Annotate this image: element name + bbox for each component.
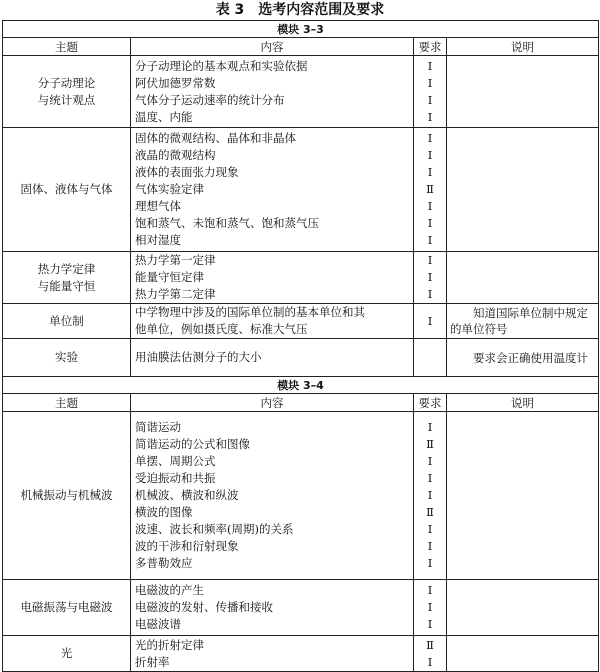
topic-cell: 热力学定律 与能量守恒 (3, 252, 131, 304)
requirement-level: Ⅰ (427, 199, 433, 213)
content-cell (131, 56, 414, 128)
requirement-cell (414, 339, 447, 377)
requirement-level: Ⅱ (426, 637, 434, 652)
header-row (3, 38, 599, 56)
content-item: 单摆、周期公式 (135, 454, 216, 468)
module-label: 模块 3–4 (3, 377, 599, 394)
requirement-level: Ⅰ (427, 109, 433, 124)
header-topic: 主题 (3, 38, 131, 56)
requirement-level: Ⅰ (427, 454, 433, 468)
note-text: 知道国际单位制中规定的单位符号 (450, 306, 588, 336)
content-item: 波的干涉和衍射现象 (135, 539, 239, 553)
requirement-level: Ⅰ (427, 287, 433, 301)
content-item: 饱和蒸气、未饱和蒸气、饱和蒸气压 (135, 216, 319, 230)
requirement-cell (414, 636, 447, 672)
table-row (3, 304, 599, 339)
requirement-level: Ⅰ (427, 165, 433, 179)
topic-cell: 实验 (3, 339, 131, 377)
table-row (3, 412, 599, 580)
requirement-level: Ⅰ (427, 420, 433, 434)
note-cell (447, 128, 599, 252)
header-note: 说明 (447, 394, 599, 412)
content-cell (131, 252, 414, 304)
content-cell (131, 580, 414, 636)
content-cell (131, 339, 414, 377)
content-item: 电磁波的产生 (135, 583, 204, 597)
content-item: 分子动理论的基本观点和实验依据 (135, 58, 308, 73)
content-item: 折射率 (135, 654, 170, 669)
content-item: 理想气体 (135, 199, 181, 213)
content-item: 液晶的微观结构 (135, 148, 216, 162)
topic-cell: 分子动理论 与统计观点 (3, 56, 131, 128)
requirement-level: Ⅱ (426, 182, 434, 196)
note-cell (447, 339, 599, 377)
content-item: 固体的微观结构、晶体和非晶体 (135, 131, 296, 145)
requirement-level: Ⅰ (427, 75, 433, 90)
content-item: 气体分子运动速率的统计分布 (135, 92, 285, 107)
content-item: 电磁波谱 (135, 617, 181, 631)
requirement-level: Ⅰ (427, 488, 433, 502)
content-item: 简谐运动 (135, 420, 181, 434)
content-item: 受迫振动和共振 (135, 471, 216, 485)
table-row (3, 339, 599, 377)
requirement-level: Ⅰ (427, 58, 433, 73)
content-item: 用油膜法估测分子的大小 (135, 350, 262, 364)
note-cell (447, 56, 599, 128)
table-row (3, 252, 599, 304)
content-item: 温度、内能 (135, 109, 193, 124)
requirement-level: Ⅱ (426, 505, 434, 519)
requirement-level: Ⅰ (427, 92, 433, 107)
header-note: 说明 (447, 38, 599, 56)
requirement-level: Ⅰ (427, 654, 433, 669)
content-cell (131, 128, 414, 252)
requirement-level: Ⅰ (427, 600, 433, 614)
content-item: 中学物理中涉及的国际单位制的基本单位和其 (135, 305, 365, 319)
requirement-level: Ⅰ (427, 148, 433, 162)
syllabus-table (2, 20, 599, 672)
requirement-level (414, 349, 446, 366)
header-row (3, 394, 599, 412)
content-cell (131, 304, 414, 339)
header-content: 内容 (131, 38, 414, 56)
note-cell (447, 636, 599, 672)
requirement-level: Ⅰ (427, 233, 433, 247)
requirement-level: Ⅰ (427, 522, 433, 536)
topic-cell: 固体、液体与气体 (3, 128, 131, 252)
requirement-level: Ⅰ (427, 556, 433, 570)
requirement-cell (414, 412, 447, 580)
content-item: 多普勒效应 (135, 556, 193, 570)
note-text: 要求会正确使用温度计 (473, 350, 588, 365)
requirement-level: Ⅰ (427, 216, 433, 230)
module-row (3, 21, 599, 38)
requirement-level: Ⅰ (427, 253, 433, 267)
content-item: 简谐运动的公式和图像 (135, 437, 250, 451)
topic-cell: 电磁振荡与电磁波 (3, 580, 131, 636)
content-item: 横波的图像 (135, 505, 193, 519)
note-cell (447, 252, 599, 304)
content-cell (131, 412, 414, 580)
content-item: 液体的表面张力现象 (135, 165, 239, 179)
table-row (3, 636, 599, 672)
requirement-level: Ⅱ (426, 437, 434, 451)
topic-cell: 光 (3, 636, 131, 672)
requirement-level: Ⅰ (427, 313, 433, 328)
requirement-cell (414, 304, 447, 339)
requirement-level: Ⅰ (427, 617, 433, 631)
module-label: 模块 3–3 (3, 21, 599, 38)
content-item: 他单位，例如摄氏度、标准大气压 (135, 322, 308, 336)
requirement-cell (414, 56, 447, 128)
requirement-level: Ⅰ (427, 583, 433, 597)
topic-cell: 机械振动与机械波 (3, 412, 131, 580)
requirement-level: Ⅰ (427, 471, 433, 485)
content-item: 热力学第一定律 (135, 253, 216, 267)
note-cell (447, 580, 599, 636)
note-cell (447, 304, 599, 339)
header-content: 内容 (131, 394, 414, 412)
content-item: 相对湿度 (135, 233, 181, 247)
content-item: 电磁波的发射、传播和接收 (135, 600, 273, 614)
requirement-cell (414, 128, 447, 252)
content-item: 阿伏加德罗常数 (135, 75, 216, 90)
table-row (3, 580, 599, 636)
content-item: 波速、波长和频率(周期)的关系 (135, 522, 294, 536)
content-item: 气体实验定律 (135, 182, 204, 196)
content-cell (131, 636, 414, 672)
module-row (3, 377, 599, 394)
table-row (3, 128, 599, 252)
topic-cell: 单位制 (3, 304, 131, 339)
requirement-cell (414, 252, 447, 304)
table-row (3, 56, 599, 128)
requirement-level: Ⅰ (427, 131, 433, 145)
requirement-level: Ⅰ (427, 270, 433, 284)
content-item: 热力学第二定律 (135, 287, 216, 301)
table-title: 表 3 选考内容范围及要求 (215, 2, 385, 18)
content-item: 光的折射定律 (135, 637, 204, 652)
note-cell (447, 412, 599, 580)
header-req: 要求 (414, 38, 447, 56)
content-item: 机械波、横波和纵波 (135, 488, 239, 502)
header-topic: 主题 (3, 394, 131, 412)
header-req: 要求 (414, 394, 447, 412)
requirement-cell (414, 580, 447, 636)
content-item: 能量守恒定律 (135, 270, 204, 284)
requirement-level: Ⅰ (427, 539, 433, 553)
